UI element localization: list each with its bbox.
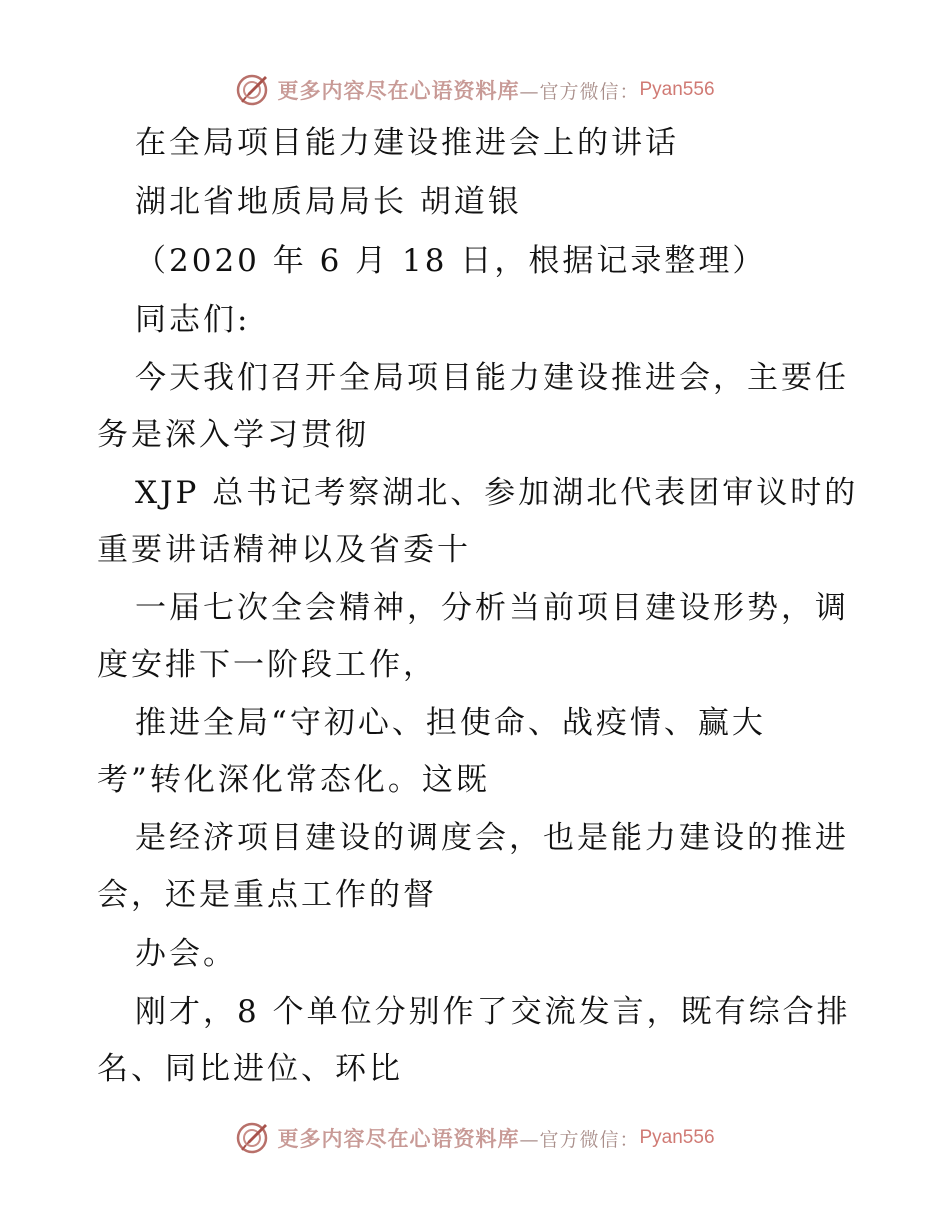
paragraph-line: 是经济项目建设的调度会，也是能力建设的推进 [135,820,849,856]
speech-author: 湖北省地质局局长 胡道银 [135,184,522,220]
paragraph-line: 重要讲话精神以及省委十 [97,532,471,568]
paragraph-line: XJP 总书记考察湖北、参加湖北代表团审议时的 [135,475,859,511]
quill-logo-icon [235,73,269,107]
paragraph-line: 务是深入学习贯彻 [97,417,369,453]
watermark-main-text: 更多内容尽在心语资料库 [277,78,520,103]
quill-logo-icon [235,1121,269,1155]
watermark-main-text: 更多内容尽在心语资料库 [277,1126,520,1151]
speech-date: （2020 年 6 月 18 日，根据记录整理） [135,243,767,279]
paragraph-line: 名、同比进位、环比 [97,1051,403,1087]
speech-title: 在全局项目能力建设推进会上的讲话 [135,125,679,161]
speech-body [97,114,857,1099]
paragraph-line: 推进全局“守初心、担使命、战疫情、赢大 [135,705,766,741]
paragraph-line: 考”转化深化常态化。这既 [97,762,490,798]
paragraph-line: 刚才，8 个单位分别作了交流发言，既有综合排 [135,994,851,1030]
watermark-separator-text: —官方微信： [519,1128,640,1151]
paragraph-line: 度安排下一阶段工作， [97,647,437,683]
paragraph-line: 一届七次全会精神，分析当前项目建设形势，调 [135,590,849,626]
watermark-header [0,70,950,110]
salutation: 同志们: [135,302,251,338]
paragraph-line: 今天我们召开全局项目能力建设推进会，主要任 [135,360,849,396]
watermark-separator-text: —官方微信： [519,80,640,103]
watermark-footer [0,1118,950,1158]
paragraph-line: 办会。 [135,936,237,972]
paragraph-line: 会，还是重点工作的督 [97,877,437,913]
watermark-wechat-id: Pyan556 [639,1127,715,1148]
watermark-wechat-id: Pyan556 [639,79,715,100]
